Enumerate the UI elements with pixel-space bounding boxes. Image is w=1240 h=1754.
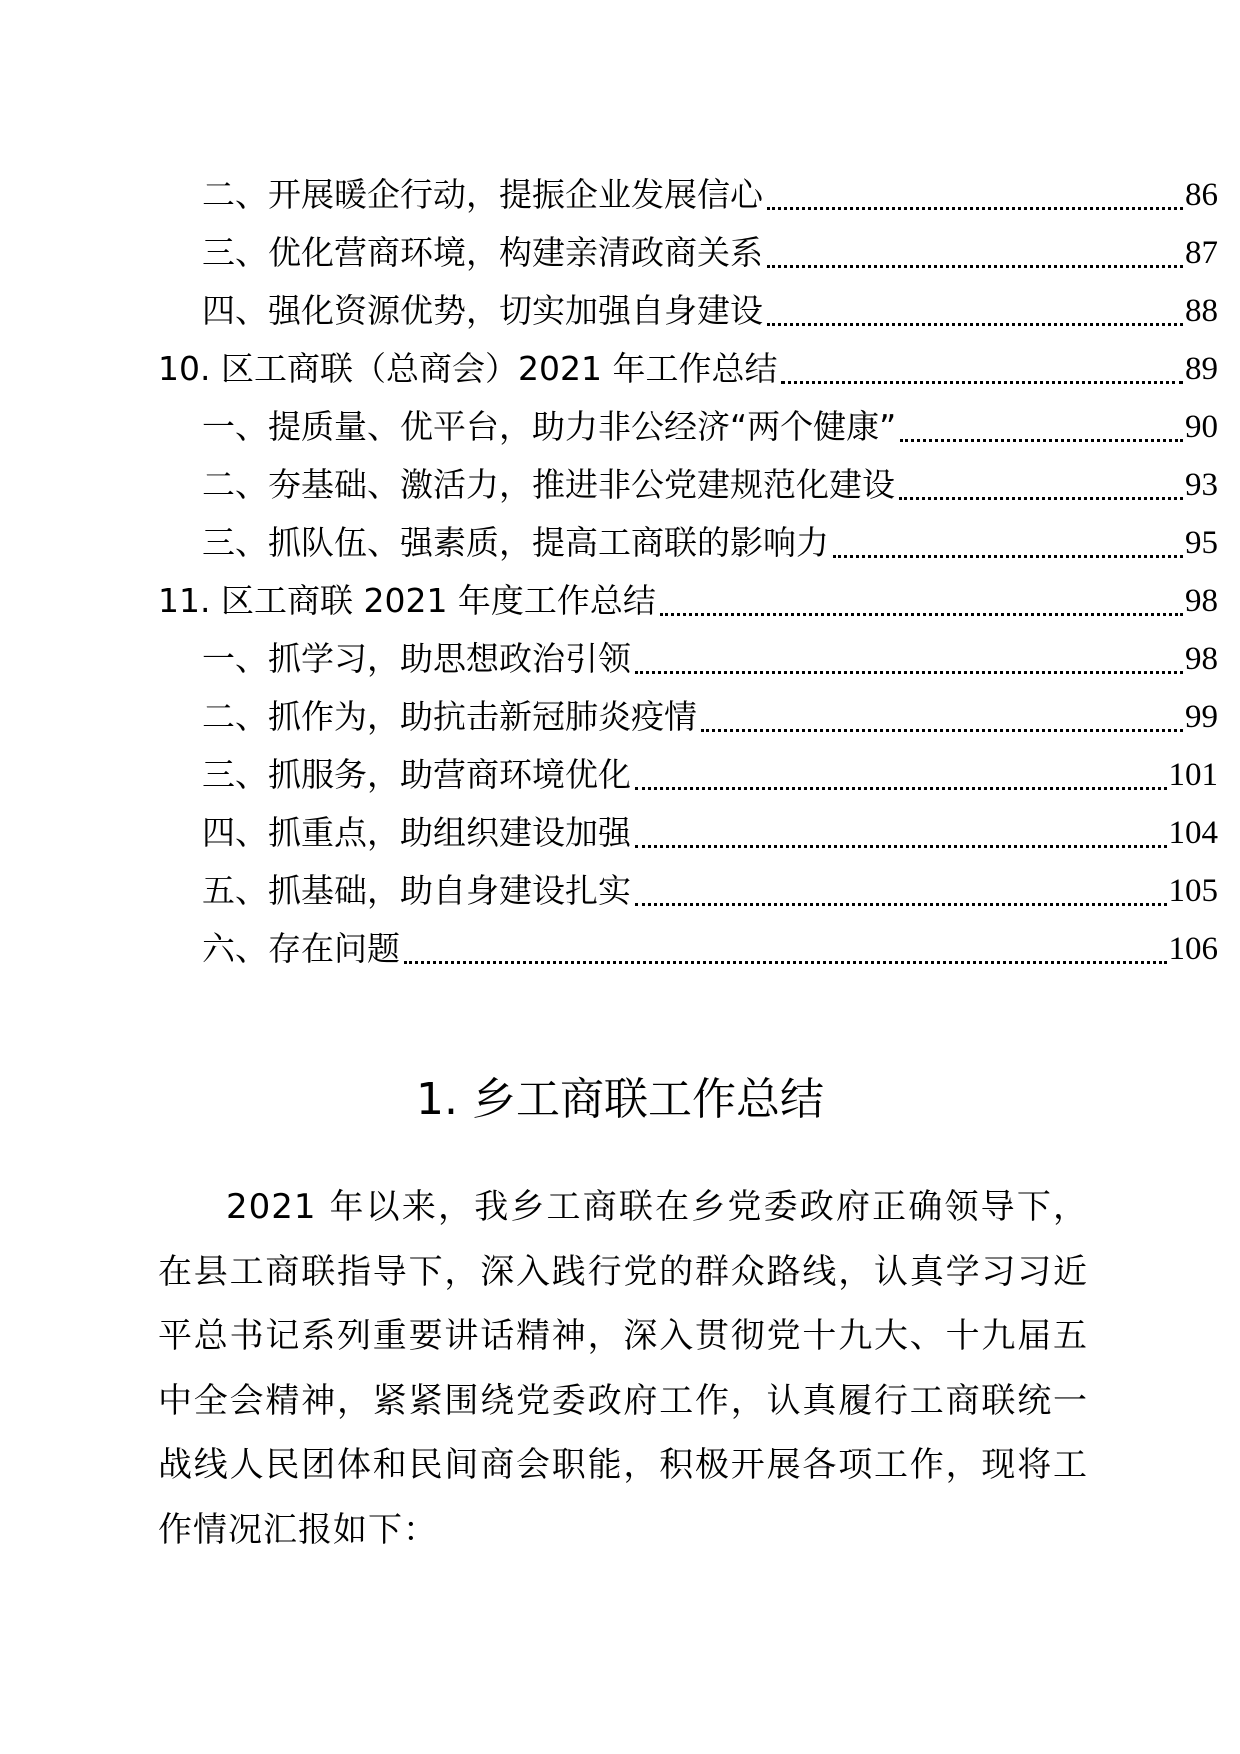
toc-leader-dots xyxy=(635,671,1183,674)
toc-entry-page: 104 xyxy=(1168,815,1218,851)
toc-entry-title: 二、开展暖企行动，提振企业发展信心 xyxy=(202,175,763,214)
toc-leader-dots xyxy=(701,729,1183,732)
toc-entry[interactable] xyxy=(202,228,1218,278)
toc-leader-dots xyxy=(900,439,1183,442)
toc-entry-title: 四、抓重点，助组织建设加强 xyxy=(202,813,631,852)
toc-entry[interactable] xyxy=(202,634,1218,684)
toc-entry-title: 三、优化营商环境，构建亲清政商关系 xyxy=(202,233,763,272)
toc-entry-title: 二、抓作为，助抗击新冠肺炎疫情 xyxy=(202,697,697,736)
toc-entry-page: 87 xyxy=(1185,235,1218,271)
toc-entry[interactable] xyxy=(202,924,1218,974)
toc-entry-page: 101 xyxy=(1168,757,1218,793)
toc-leader-dots xyxy=(660,613,1183,616)
toc-entry-title: 二、夯基础、激活力，推进非公党建规范化建设 xyxy=(202,465,895,504)
toc-entry[interactable] xyxy=(202,286,1218,336)
toc-entry-page: 89 xyxy=(1185,351,1218,387)
toc-entry[interactable] xyxy=(202,170,1218,220)
toc-entry-title: 一、提质量、优平台，助力非公经济“两个健康” xyxy=(202,407,897,446)
toc-leader-dots xyxy=(767,265,1183,268)
toc-entry-page: 88 xyxy=(1185,293,1218,329)
toc-entry-title: 四、强化资源优势，切实加强自身建设 xyxy=(202,291,763,330)
toc-leader-dots xyxy=(899,497,1183,500)
toc-leader-dots xyxy=(635,787,1167,790)
toc-leader-dots xyxy=(767,323,1183,326)
toc-leader-dots xyxy=(781,381,1183,384)
section-heading: 1. 乡工商联工作总结 xyxy=(416,1074,824,1125)
toc-entry-page: 98 xyxy=(1185,641,1218,677)
toc-entry-title: 11. 区工商联 2021 年度工作总结 xyxy=(158,581,656,620)
toc-entry[interactable] xyxy=(202,808,1218,858)
body-paragraph: 2021 年以来，我乡工商联在乡党委政府正确领导下，在县工商联指导下，深入践行党的群众路线，认真学习习近平总书记系列重要讲话精神，深入贯彻党十九大、十九届五中全会精神，紧紧围绕党委政府工作，认真履行工商联统一战线人民团体和民间商会职能，积极开展各项工作，现将工作情况汇报如下： xyxy=(158,1187,1088,1550)
toc-entry-page: 95 xyxy=(1185,525,1218,561)
toc-entry[interactable] xyxy=(202,692,1218,742)
toc-entry-title: 五、抓基础，助自身建设扎实 xyxy=(202,871,631,910)
toc-entry-page: 106 xyxy=(1168,931,1218,967)
toc-entry[interactable] xyxy=(202,750,1218,800)
toc-entry[interactable] xyxy=(202,866,1218,916)
toc-entry[interactable] xyxy=(158,576,1218,626)
toc-entry-title: 三、抓队伍、强素质，提高工商联的影响力 xyxy=(202,523,829,562)
toc-leader-dots xyxy=(635,845,1167,848)
toc-entry-title: 10. 区工商联（总商会）2021 年工作总结 xyxy=(158,349,778,388)
toc-entry-page: 93 xyxy=(1185,467,1218,503)
toc-leader-dots xyxy=(767,207,1183,210)
toc-entry[interactable] xyxy=(202,460,1218,510)
toc-entry-title: 一、抓学习，助思想政治引领 xyxy=(202,639,631,678)
toc-entry[interactable] xyxy=(158,344,1218,394)
toc-entry[interactable] xyxy=(202,402,1218,452)
toc-entry-page: 99 xyxy=(1185,699,1218,735)
toc-entry-page: 98 xyxy=(1185,583,1218,619)
toc-entry-title: 三、抓服务，助营商环境优化 xyxy=(202,755,631,794)
toc-leader-dots xyxy=(635,903,1167,906)
toc-leader-dots xyxy=(833,555,1183,558)
toc-leader-dots xyxy=(404,961,1167,964)
toc-entry-page: 105 xyxy=(1168,873,1218,909)
toc-entry-title: 六、存在问题 xyxy=(202,929,400,968)
toc-entry-page: 86 xyxy=(1185,177,1218,213)
toc-entry-page: 90 xyxy=(1185,409,1218,445)
toc-entry[interactable] xyxy=(202,518,1218,568)
